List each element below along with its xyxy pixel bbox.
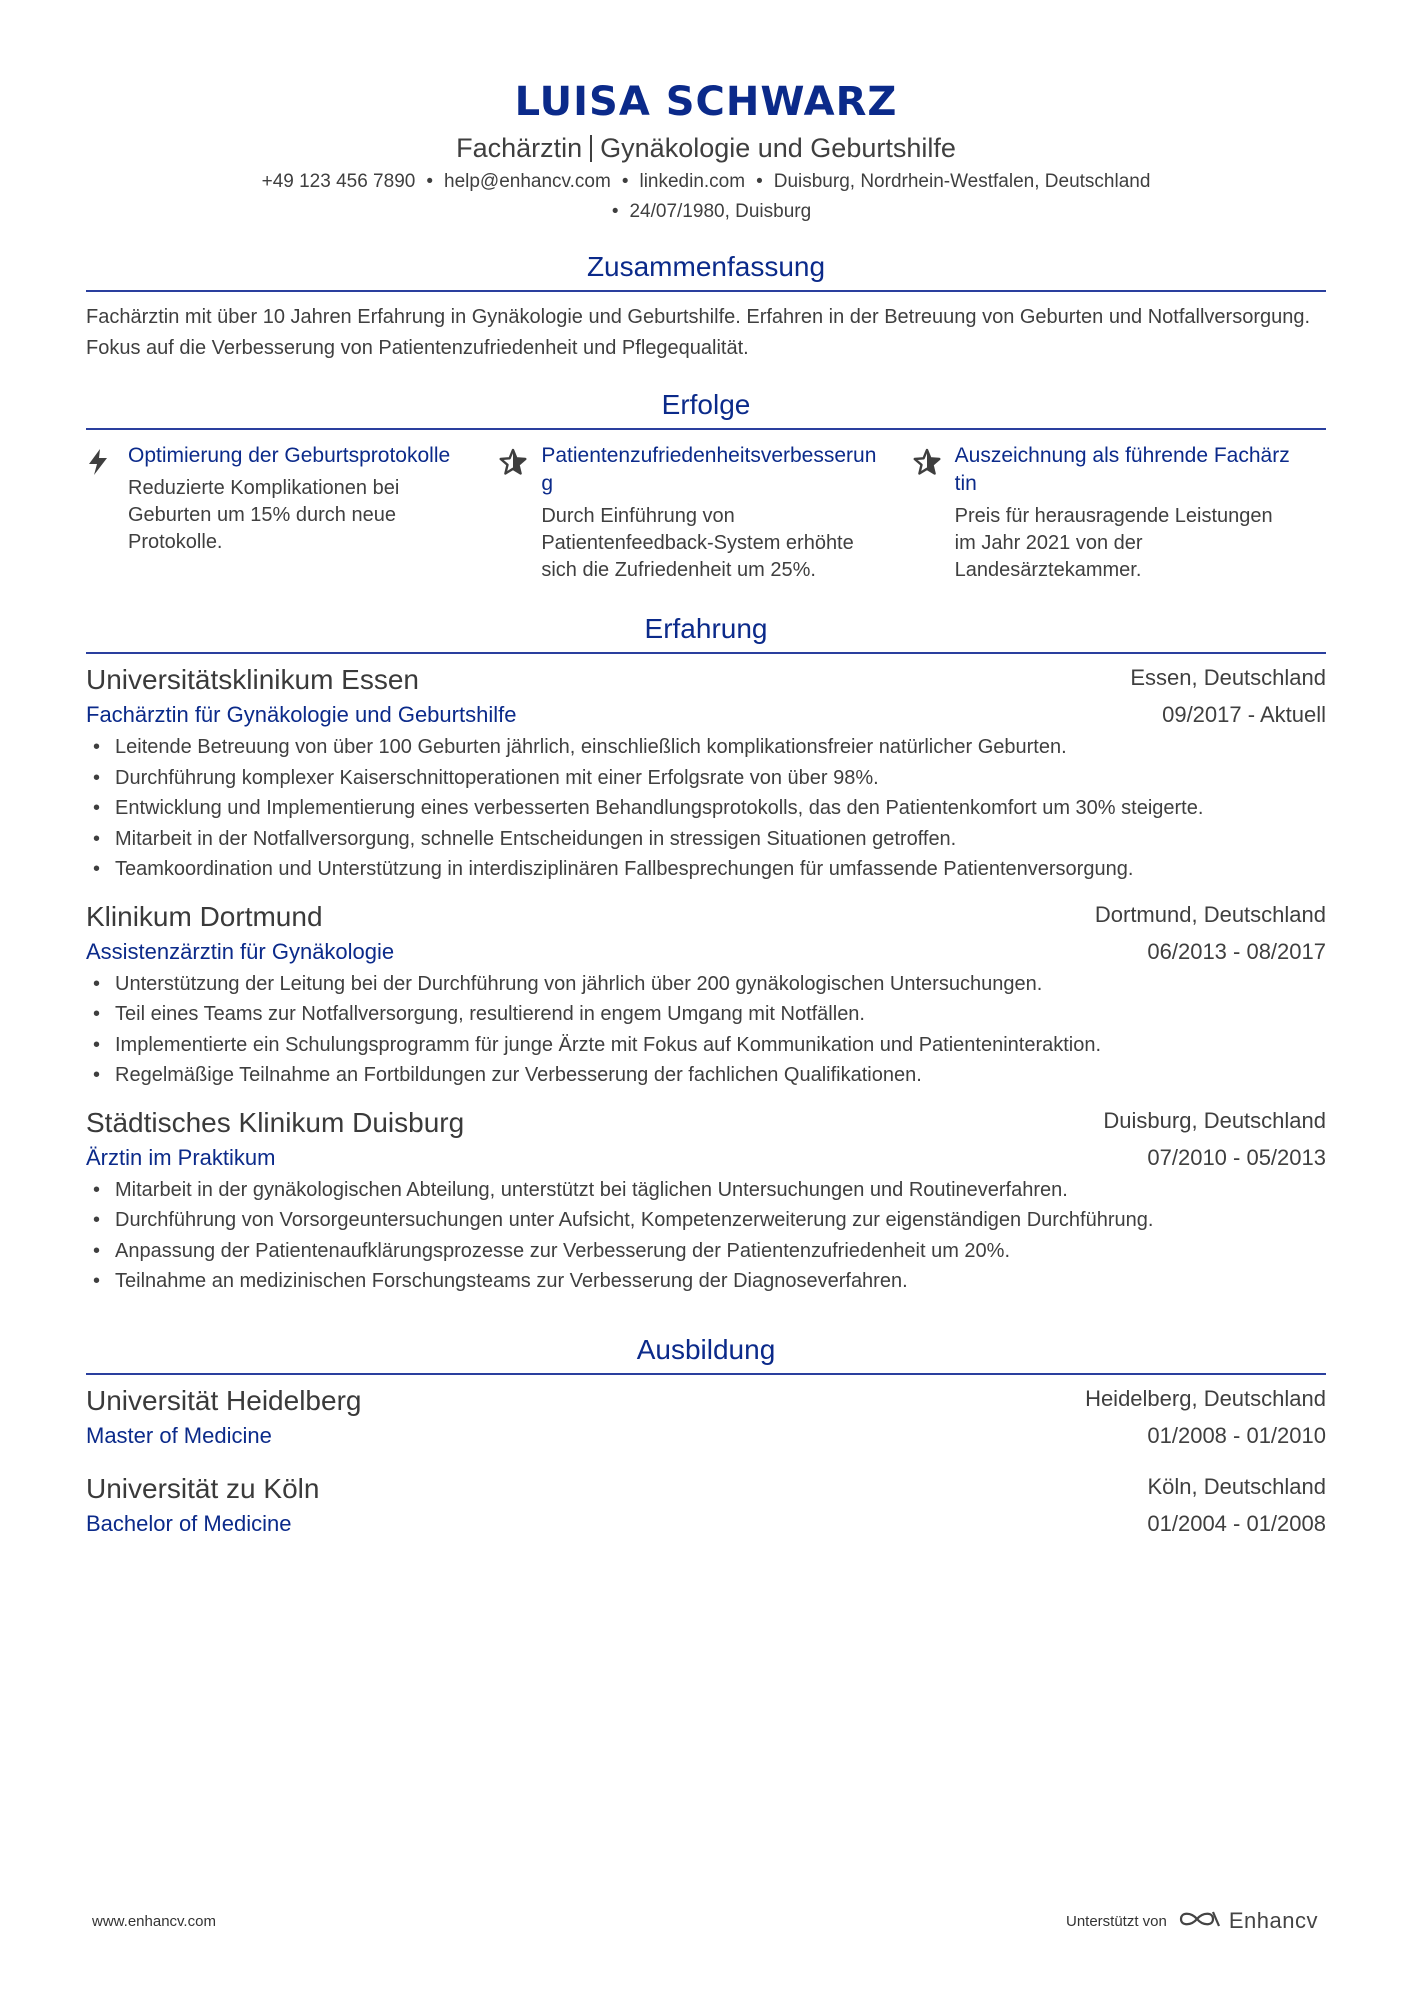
contact-line: +49 123 456 7890 • help@enhancv.com • linkedin.com • Duisburg, Nordrhein-Westfalen, Deutschland <box>261 171 1151 192</box>
job-location: Duisburg, Deutschland <box>1103 1107 1326 1133</box>
achievements-heading: Erfolge <box>86 386 1326 430</box>
achievement-item <box>913 442 1326 584</box>
star-icon <box>499 442 541 584</box>
candidate-name: LUISA SCHWARZ <box>514 79 898 125</box>
school-name: Universität zu Köln <box>86 1472 320 1504</box>
bolt-icon <box>86 442 128 584</box>
star-icon <box>913 442 955 584</box>
resume-page <box>86 0 1326 1541</box>
list-item: • Regelmäßige Teilnahme an Fortbildungen zur Verbesserung der fachlichen Qualifikationen. <box>115 1060 1326 1091</box>
phone: +49 123 456 7890 <box>261 171 416 192</box>
resume-header <box>86 0 1326 226</box>
birth-info: 24/07/1980, Duisburg <box>629 201 812 222</box>
job-role: Assistenzärztin für Gynäkologie <box>86 938 395 964</box>
job-location: Dortmund, Deutschland <box>1094 901 1326 927</box>
page-footer <box>92 1908 1318 1934</box>
achievement-title: Optimierung der Geburtsprotokolle <box>128 444 451 467</box>
location: Duisburg, Nordrhein-Westfalen, Deutschland <box>773 171 1151 192</box>
school-name: Universität Heidelberg <box>86 1384 362 1416</box>
job-role: Fachärztin für Gynäkologie und Geburtshilfe <box>86 702 517 727</box>
footer-brand[interactable]: Enhancv <box>1228 1908 1318 1933</box>
title-primary: Fachärztin <box>456 133 583 163</box>
achievement-item <box>499 442 912 584</box>
achievement-desc: Preis für herausragende Leistungen im Jahr 2021 von der Landesärztekammer. <box>954 505 1273 581</box>
job-bullets <box>86 732 1326 885</box>
list-item: • Unterstützung der Leitung bei der Durchführung von jährlich über 200 gynäkologischen Untersuchungen. <box>115 969 1326 1000</box>
title-specialty: Gynäkologie und Geburtshilfe <box>600 133 956 163</box>
education-heading: Ausbildung <box>86 1331 1326 1375</box>
list-item: • Teil eines Teams zur Notfallversorgung, resultierend in engem Umgang mit Notfällen. <box>115 999 1326 1030</box>
education-entry <box>86 1383 1326 1453</box>
list-item: • Durchführung von Vorsorgeuntersuchungen unter Aufsicht, Kompetenzerweiterung zur eigenständigen Durchführung. <box>115 1205 1326 1236</box>
achievements-list <box>86 442 1326 584</box>
birth-line: • 24/07/1980, Duisburg <box>611 201 812 222</box>
job-role: Ärztin im Praktikum <box>86 1144 276 1170</box>
summary-section <box>86 248 1326 364</box>
education-dates: 01/2008 - 01/2010 <box>1147 1422 1326 1448</box>
experience-heading: Erfahrung <box>86 610 1326 654</box>
employer-name: Universitätsklinikum Essen <box>86 664 419 695</box>
powered-by-label: Unterstützt von <box>1065 1912 1167 1930</box>
education-dates: 01/2004 - 01/2008 <box>1147 1510 1326 1536</box>
list-item: • Anpassung der Patientenaufklärungsprozesse zur Verbesserung der Patientenzufriedenheit um 20%. <box>115 1236 1326 1267</box>
list-item: • Teilnahme an medizinischen Forschungsteams zur Verbesserung der Diagnoseverfahren. <box>115 1266 1326 1297</box>
achievement-title: Patientenzufriedenheitsverbesserung <box>541 444 877 495</box>
summary-heading: Zusammenfassung <box>86 248 1326 292</box>
achievement-desc: Reduzierte Komplikationen bei Geburten um 15% durch neue Protokolle. <box>128 477 400 553</box>
job-bullets <box>86 1175 1326 1297</box>
degree: Bachelor of Medicine <box>86 1510 292 1536</box>
education-section <box>86 1331 1326 1541</box>
job-dates: 07/2010 - 05/2013 <box>1147 1144 1326 1170</box>
job-entry <box>86 662 1326 885</box>
school-location: Heidelberg, Deutschland <box>1085 1385 1326 1411</box>
education-entry <box>86 1471 1326 1541</box>
list-item: • Teamkoordination und Unterstützung in interdisziplinären Fallbesprechungen für umfassende Patientenversorgung. <box>115 854 1326 885</box>
job-dates: 09/2017 - Aktuell <box>1162 702 1326 727</box>
experience-section <box>86 610 1326 1297</box>
employer-name: Städtisches Klinikum Duisburg <box>86 1106 465 1138</box>
job-location: Essen, Deutschland <box>1130 665 1326 690</box>
achievement-item <box>86 442 499 584</box>
job-entry <box>86 899 1326 1091</box>
job-dates: 06/2013 - 08/2017 <box>1147 938 1326 964</box>
email-link[interactable]: help@enhancv.com <box>444 171 611 192</box>
summary-text: Fachärztin mit über 10 Jahren Erfahrung in Gynäkologie und Geburtshilfe. Erfahren in der Betreuung von Geburten und Notfallversorgung. Fokus auf die Verbesserung von Patientenzufriedenheit und Pflegequalität. <box>86 306 1311 359</box>
job-title-line <box>86 130 1326 166</box>
list-item: • Leitende Betreuung von über 100 Geburten jährlich, einschließlich komplikationsfreier natürlicher Geburten. <box>115 732 1326 763</box>
achievement-desc: Durch Einführung von Patientenfeedback-System erhöhte sich die Zufriedenheit um 25%. <box>541 505 854 581</box>
school-location: Köln, Deutschland <box>1147 1473 1326 1499</box>
title-separator <box>590 135 592 162</box>
degree: Master of Medicine <box>86 1422 272 1448</box>
list-item: • Durchführung komplexer Kaiserschnittoperationen mit einer Erfolgsrate von über 98%. <box>115 763 1326 794</box>
employer-name: Klinikum Dortmund <box>86 900 323 932</box>
job-entry <box>86 1105 1326 1297</box>
list-item: • Mitarbeit in der gynäkologischen Abteilung, unterstützt bei täglichen Untersuchungen und Routineverfahren. <box>115 1175 1326 1206</box>
enhancv-logo-icon <box>1177 1908 1223 1934</box>
footer-website-link[interactable]: www.enhancv.com <box>92 1912 216 1930</box>
achievement-title: Auszeichnung als führende Fachärztin <box>954 444 1290 495</box>
job-bullets <box>86 969 1326 1091</box>
linkedin-link[interactable]: linkedin.com <box>639 171 746 192</box>
list-item: • Implementierte ein Schulungsprogramm für junge Ärzte mit Fokus auf Kommunikation und Patienteninteraktion. <box>115 1030 1326 1061</box>
list-item: • Entwicklung und Implementierung eines verbesserten Behandlungsprotokolls, das den Patientenkomfort um 30% steigerte. <box>115 793 1326 824</box>
list-item: • Mitarbeit in der Notfallversorgung, schnelle Entscheidungen in stressigen Situationen getroffen. <box>115 824 1326 855</box>
powered-by <box>1066 1908 1318 1934</box>
achievements-section <box>86 386 1326 584</box>
